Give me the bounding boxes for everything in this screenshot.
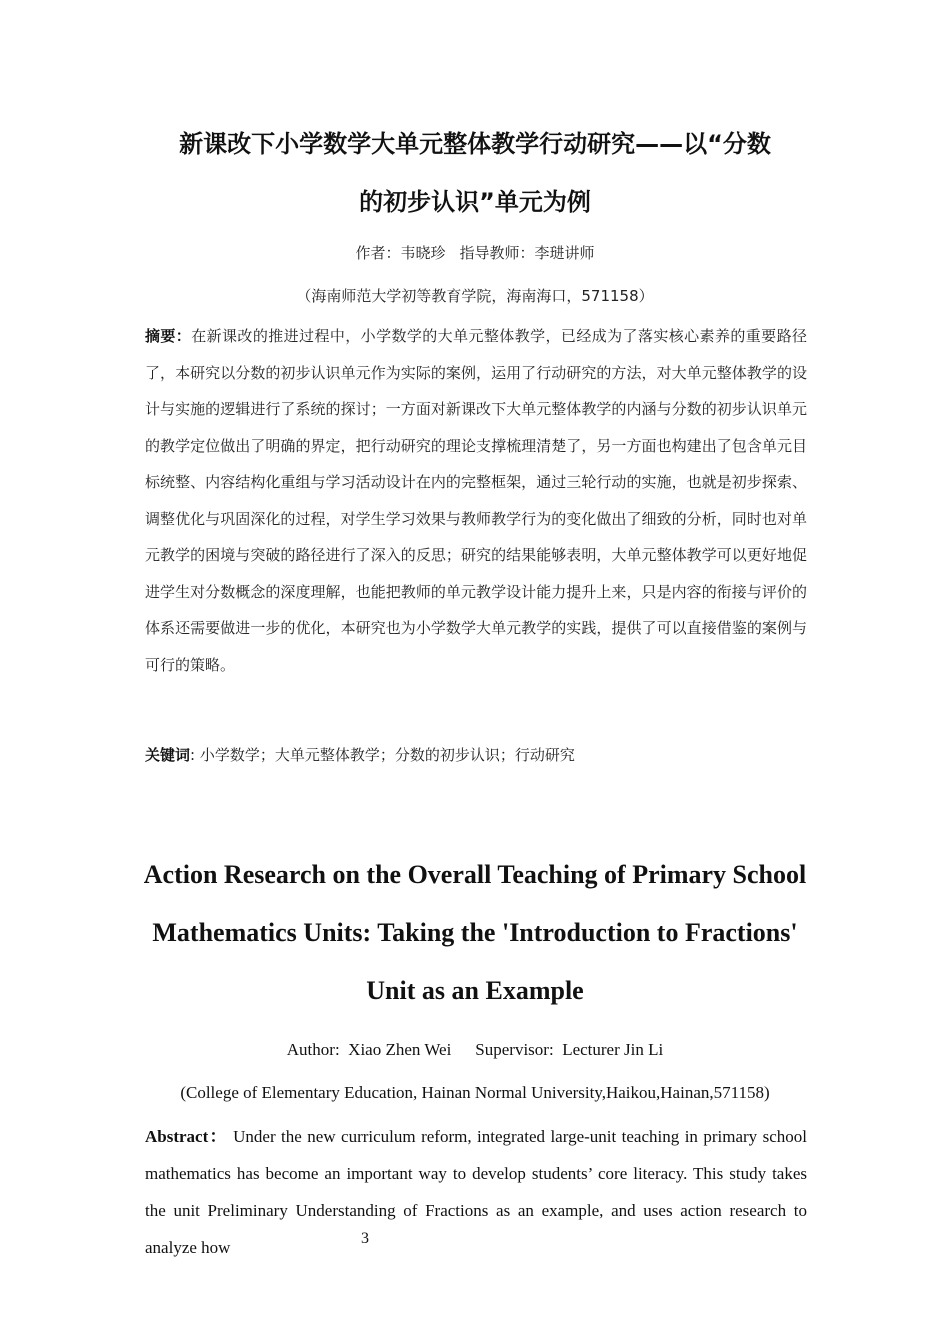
chinese-author-label: 作者： — [355, 244, 401, 262]
english-abstract-text: Under the new curriculum reform, integrated large-unit teaching in primary school mathematics has become an important way to develop students’ core literacy. This study takes the unit Preliminary Understanding of Fractions as an example, and uses action research to analyze how — [145, 1127, 808, 1257]
chinese-keywords-text: : 小学数学；大单元整体教学；分数的初步认识；行动研究 — [190, 746, 575, 764]
chinese-abstract-label: 摘要： — [145, 327, 192, 345]
chinese-abstract-text: 在新课改的推进过程中，小学数学的大单元整体教学，已经成为了落实核心素养的重要路径了，本研究以分数的初步认识单元作为实际的案例，运用了行动研究的方法，对大单元整体教学的设计与实施的逻辑进行了系统的探讨；一方面对新课改下大单元整体教学的内涵与分数的初步认识单元的教学定位做出了明确的界定，把行动研究的理论支撑梳理清楚了，另一方面也构建出了包含单元目标统整、内容结构化重组与学习活动设计在内的完整框架，通过三轮行动的实施，也就是初步探索、调整优化与巩固深化的过程，对学生学习效果与教师教学行为的变化做出了细致的分析，同时也对单元教学的困境与突破的路径进行了深入的反思；研究的结果能够表明，大单元整体教学可以更好地促进学生对分数概念的深度理解，也能把教师的单元教学设计能力提升上来，只是内容的衔接与评价的体系还需要做进一步的优化，本研究也为小学数学大单元教学的实践，提供了可以直接借鉴的案例与可行的策略。 — [145, 327, 807, 674]
english-author-label: Author: — [286, 1040, 340, 1059]
english-title — [120, 846, 830, 1020]
english-title-line-3: Unit as an Example — [366, 976, 584, 1005]
chinese-supervisor: 李琎讲师 — [534, 244, 595, 262]
english-author: Xiao Zhen Wei — [348, 1040, 452, 1059]
chinese-keywords — [145, 740, 807, 770]
english-abstract-label: Abstract： — [145, 1127, 228, 1146]
chinese-author-line — [140, 242, 810, 263]
chinese-affiliation: （海南师范大学初等教育学院，海南海口，571158） — [296, 287, 654, 305]
english-author-line — [120, 1040, 830, 1060]
chinese-title-line-1: 新课改下小学数学大单元整体教学行动研究——以“分数 — [179, 130, 771, 158]
page-number: 3 — [361, 1230, 369, 1247]
chinese-author: 韦晓珍 — [400, 244, 446, 262]
chinese-keywords-label: 关键词 — [145, 746, 191, 764]
english-supervisor-label: Supervisor: — [475, 1040, 554, 1059]
english-affiliation: (College of Elementary Education, Hainan Normal University,Haikou,Hainan,571158) — [180, 1083, 770, 1102]
english-supervisor: Lecturer Jin Li — [562, 1040, 664, 1059]
english-abstract — [145, 1118, 807, 1266]
chinese-title — [140, 115, 810, 231]
chinese-supervisor-label: 指导教师： — [459, 244, 535, 262]
english-title-line-2: Mathematics Units: Taking the 'Introduction to Fractions' — [152, 918, 798, 947]
chinese-abstract — [145, 318, 807, 683]
chinese-title-line-2: 的初步认识”单元为例 — [359, 188, 591, 216]
english-title-line-1: Action Research on the Overall Teaching of Primary School — [143, 860, 807, 889]
